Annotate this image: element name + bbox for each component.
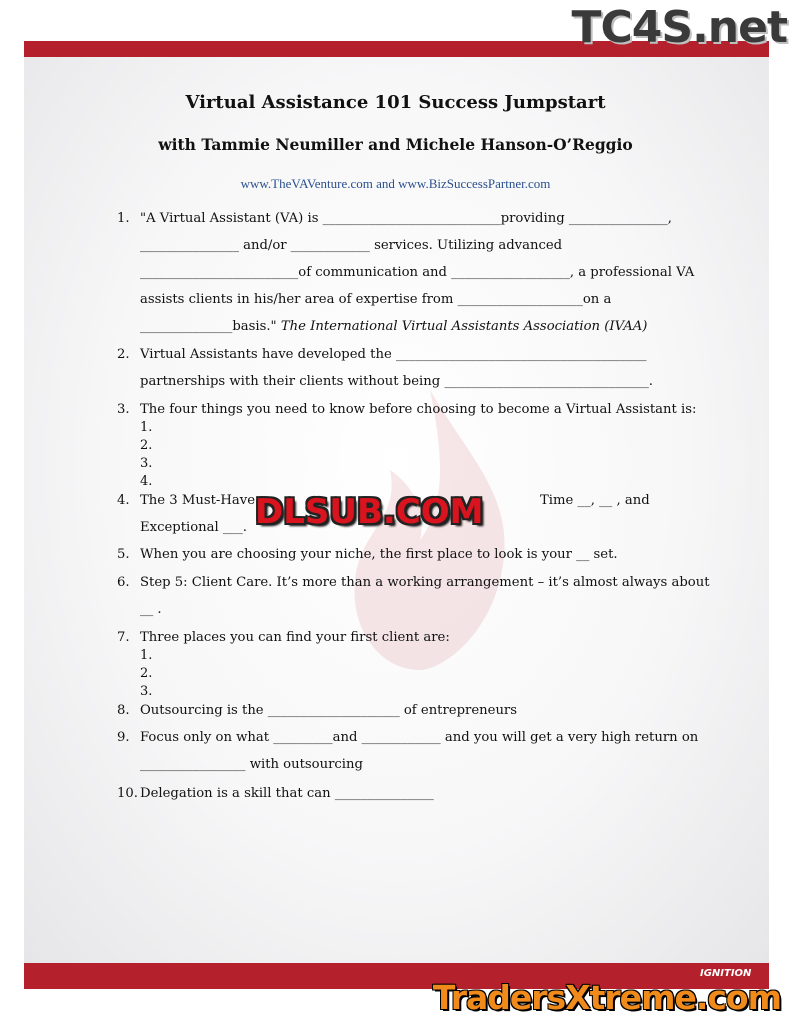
tc4s-watermark: TC4S.net — [571, 2, 787, 53]
question-9-line-1: Focus only on what _________and ____________ and you will get a very high return on — [140, 730, 699, 745]
question-number: 3. — [117, 402, 130, 417]
question-number: 2. — [117, 347, 130, 362]
page-title: Virtual Assistance 101 Success Jumpstart — [185, 92, 606, 113]
ivaa-citation: The International Virtual Assistants Association (IVAA) — [280, 319, 648, 334]
ignition-logo: IGNITION — [700, 968, 752, 979]
question-number: 6. — [117, 575, 130, 590]
answer-slot: 4. — [140, 474, 153, 489]
question-1-line-4: assists clients in his/her area of expertise from ___________________on a — [140, 292, 612, 307]
question-9-line-2: ________________ with outsourcing — [140, 757, 363, 772]
answer-slot: 2. — [140, 438, 153, 453]
question-number: 9. — [117, 730, 130, 745]
question-2-line-2: partnerships with their clients without being _______________________________. — [140, 374, 653, 389]
answer-slot: 1. — [140, 648, 153, 663]
question-number: 1. — [117, 211, 130, 226]
question-1-line-1: "A Virtual Assistant (VA) is ___________________________providing _______________, — [140, 211, 672, 226]
question-1-line-5 — [140, 319, 647, 334]
question-8-line-1: Outsourcing is the ____________________ of entrepreneurs — [140, 703, 518, 718]
answer-slot: 3. — [140, 456, 153, 471]
answer-slot: 2. — [140, 666, 153, 681]
question-number: 5. — [117, 547, 130, 562]
question-number: 8. — [117, 703, 130, 718]
question-number: 7. — [117, 630, 130, 645]
question-6-line-2: __ . — [140, 602, 162, 617]
question-number: 10. — [117, 786, 138, 801]
dlsub-watermark: DLSUB.COM — [255, 492, 484, 532]
question-5-line-1: When you are choosing your niche, the first place to look is your __ set. — [140, 547, 618, 562]
answer-slot: 1. — [140, 420, 153, 435]
page-subtitle: with Tammie Neumiller and Michele Hanson-O’Reggio — [158, 135, 633, 154]
question-10-line-1: Delegation is a skill that can _______________ — [140, 786, 434, 801]
question-6-line-1: Step 5: Client Care. It’s more than a working arrangement – it’s almost always about — [140, 575, 710, 590]
website-links[interactable]: www.TheVAVenture.com and www.BizSuccessPartner.com — [240, 176, 551, 191]
question-4-line-1b: Time __, __ , and — [540, 493, 650, 508]
question-1-line-3: ________________________of communication and __________________, a professional VA — [140, 265, 695, 280]
tradersxtreme-watermark: TradersXtreme.com — [432, 978, 781, 1017]
question-4-line-1a: The 3 Must-Have — [140, 493, 256, 508]
question-4-line-2: Exceptional ___. — [140, 520, 247, 535]
question-7-line-1: Three places you can find your first client are: — [140, 630, 450, 645]
question-number: 4. — [117, 493, 130, 508]
question-2-line-1: Virtual Assistants have developed the ______________________________________ — [140, 347, 647, 362]
question-1-line-5-text: ______________basis." — [140, 319, 281, 334]
answer-slot: 3. — [140, 684, 153, 699]
question-1-line-2: _______________ and/or ____________ services. Utilizing advanced — [140, 238, 563, 253]
question-3-line-1: The four things you need to know before choosing to become a Virtual Assistant is: — [140, 402, 697, 417]
